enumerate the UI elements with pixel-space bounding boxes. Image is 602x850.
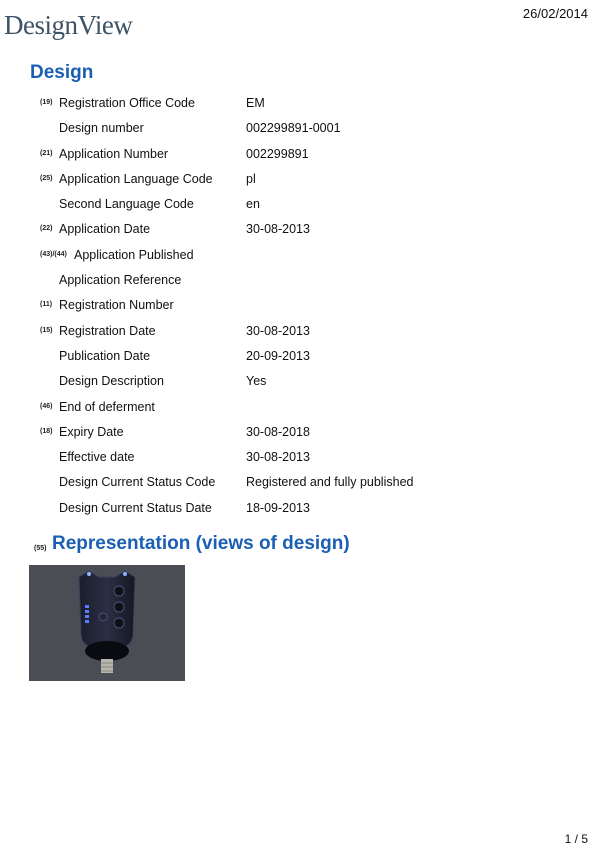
field-label: Second Language Code	[59, 197, 194, 212]
field-value: EM	[246, 96, 265, 110]
field-row-application-reference	[40, 269, 580, 294]
led-icon	[85, 605, 89, 608]
field-label: Application Date	[59, 222, 151, 237]
field-row-design-current-status-date	[40, 497, 580, 522]
alarm-body	[79, 571, 135, 647]
field-code: (11)	[40, 301, 53, 309]
field-row-end-of-deferment	[40, 396, 580, 421]
field-label: Application Published	[74, 247, 194, 262]
field-label: Registration Number	[59, 298, 174, 313]
led-icon	[85, 610, 89, 613]
field-label: Design Current Status Code	[59, 475, 216, 490]
field-list	[40, 92, 580, 522]
representation-title: Representation (views of design)	[52, 533, 350, 554]
section-title: Design	[30, 62, 94, 83]
field-value: 18-09-2013	[246, 500, 310, 515]
field-label: Design Current Status Date	[59, 500, 212, 515]
field-value: 002299891	[246, 146, 309, 161]
field-row-expiry-date	[40, 421, 580, 446]
field-code: (46)	[40, 402, 53, 410]
knob-icon	[114, 586, 124, 596]
led-icon	[85, 620, 89, 623]
field-value: 30-08-2013	[246, 450, 310, 465]
field-row-application-published	[40, 244, 580, 269]
field-label: Application Language Code	[59, 171, 213, 186]
field-label: Effective date	[59, 450, 135, 465]
field-value: Yes	[246, 374, 267, 389]
dial-icon	[99, 613, 107, 621]
field-label: Publication Date	[59, 348, 151, 363]
field-code: (18)	[40, 427, 53, 435]
field-value: 20-09-2013	[246, 348, 310, 363]
field-label: Expiry Date	[59, 424, 124, 439]
alarm-base	[85, 641, 129, 661]
field-row-design-current-status-code	[40, 471, 580, 496]
logo: DesignView	[4, 10, 133, 40]
field-row-application-date	[40, 218, 580, 243]
page-number: 1 / 5	[564, 832, 588, 846]
field-row-publication-date	[40, 345, 580, 370]
field-value: pl	[246, 171, 256, 186]
field-row-application-number	[40, 143, 580, 168]
led-icon	[87, 572, 91, 576]
field-label: Design number	[59, 121, 144, 136]
document-date: 26/02/2014	[522, 6, 588, 21]
field-code: (15)	[40, 326, 53, 334]
field-value: en	[246, 197, 260, 212]
field-label: Registration Office Code	[59, 96, 195, 110]
field-row-design-description	[40, 370, 580, 395]
field-value: 30-08-2013	[246, 323, 310, 338]
field-code: (19)	[40, 99, 53, 106]
field-code: (43)/(44)	[40, 250, 67, 258]
field-label: Application Reference	[59, 273, 182, 288]
knob-icon	[114, 602, 124, 612]
field-label: Design Description	[59, 374, 164, 389]
bite-alarm-illustration	[29, 565, 185, 681]
field-row-effective-date	[40, 446, 580, 471]
field-code: (21)	[40, 149, 53, 157]
field-code: (25)	[40, 174, 53, 182]
representation-code: (55)	[34, 545, 47, 552]
field-value: 30-08-2018	[246, 424, 310, 439]
field-row-second-language-code	[40, 193, 580, 218]
field-label: Registration Date	[59, 323, 156, 338]
field-row-registration-office-code	[40, 92, 580, 117]
design-representation-image	[29, 565, 185, 681]
led-icon	[123, 572, 127, 576]
field-row-design-number	[40, 117, 580, 142]
led-icon	[85, 615, 89, 618]
field-label: End of deferment	[59, 399, 155, 414]
knob-icon	[114, 618, 124, 628]
field-row-registration-date	[40, 320, 580, 345]
field-value: Registered and fully published	[246, 475, 414, 490]
field-value: 002299891-0001	[246, 121, 341, 136]
field-value: 30-08-2013	[246, 222, 310, 237]
field-row-registration-number	[40, 294, 580, 319]
field-label: Application Number	[59, 146, 169, 161]
field-code: (22)	[40, 225, 53, 233]
field-row-application-language-code	[40, 168, 580, 193]
